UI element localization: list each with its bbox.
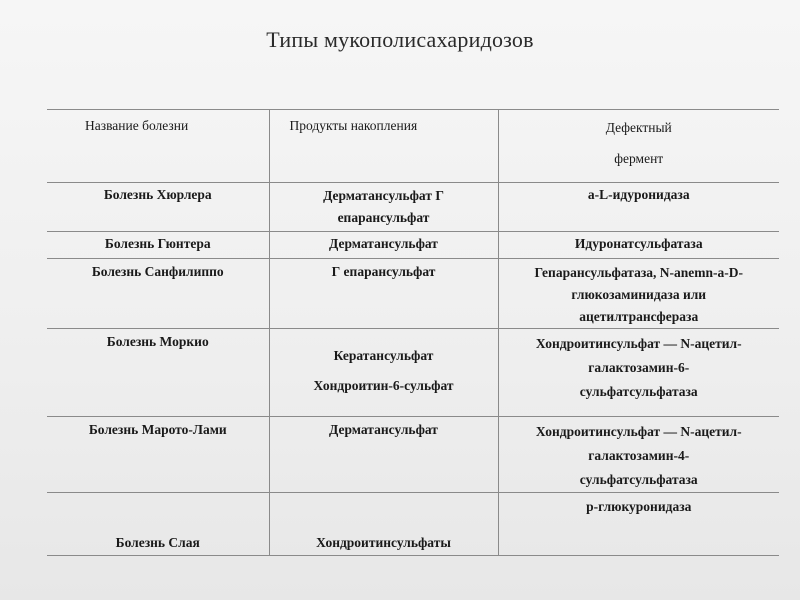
enzyme-line: ацетилтрансфераза [579, 309, 699, 324]
table-row [47, 232, 779, 259]
enzyme-line: сульфатсульфатаза [579, 384, 698, 399]
header-defective-enzyme-line: фермент [614, 151, 664, 166]
disease-cell: Болезнь Хюрлера [47, 183, 269, 232]
table-row [47, 259, 779, 329]
products-cell [269, 417, 498, 493]
enzyme-line: р-глюкуронидаза [586, 499, 692, 514]
enzyme-cell [498, 493, 779, 556]
table-row [47, 329, 779, 417]
table-row [47, 417, 779, 493]
disease-cell: Болезнь Гюнтера [47, 232, 269, 259]
enzyme-cell [498, 329, 779, 417]
products-line: Г епарансульфат [331, 264, 436, 279]
header-defective-enzyme-line: Дефектный [605, 120, 672, 135]
products-line: Дерматансульфат Г [323, 188, 444, 203]
products-cell [269, 259, 498, 329]
products-cell [269, 232, 498, 259]
enzyme-line: Хондроитинсульфат — N-ацетил- [535, 336, 742, 351]
enzyme-line: Гепарансульфатаза, N-anemn-a-D- [534, 265, 743, 280]
disease-cell: Болезнь Слая [47, 493, 269, 556]
products-line: Кератансульфат [333, 348, 434, 363]
products-line: Дерматансульфат [329, 422, 438, 437]
products-line: епарансульфат [337, 210, 430, 225]
products-cell [269, 183, 498, 232]
enzyme-cell [498, 259, 779, 329]
header-storage-products: Продукты накопления [269, 110, 498, 183]
slide-title: Типы мукополисахаридозов [266, 27, 534, 52]
table-row [47, 493, 779, 556]
header-disease-name: Название болезни [47, 110, 269, 183]
enzyme-line: Хондроитинсульфат — N-ацетил- [535, 424, 742, 439]
disease-cell: Болезнь Санфилиппо [47, 259, 269, 329]
enzyme-line: галактозамин-6- [588, 360, 690, 375]
products-cell [269, 329, 498, 417]
enzyme-cell [498, 232, 779, 259]
products-line: Хондроитин-6-сульфат [313, 378, 454, 393]
enzyme-line: а-L-идуронидаза [587, 187, 690, 202]
products-cell [269, 493, 498, 556]
products-line: Дерматансульфат [329, 236, 438, 251]
disease-cell: Болезнь Моркио [47, 329, 269, 417]
table-header-row [47, 110, 779, 183]
header-defective-enzyme [498, 110, 779, 183]
enzyme-cell [498, 183, 779, 232]
enzyme-line: глюкозаминидаза или [571, 287, 707, 302]
enzyme-cell [498, 417, 779, 493]
enzyme-line: сульфатсульфатаза [579, 472, 698, 487]
enzyme-line: Идуронатсульфатаза [574, 236, 703, 251]
table-row [47, 183, 779, 232]
products-line: Хондроитинсульфаты [316, 535, 451, 550]
enzyme-line: галактозамин-4- [588, 448, 690, 463]
disease-cell: Болезнь Марото-Лами [47, 417, 269, 493]
mucopolysaccharidoses-table [47, 109, 779, 556]
